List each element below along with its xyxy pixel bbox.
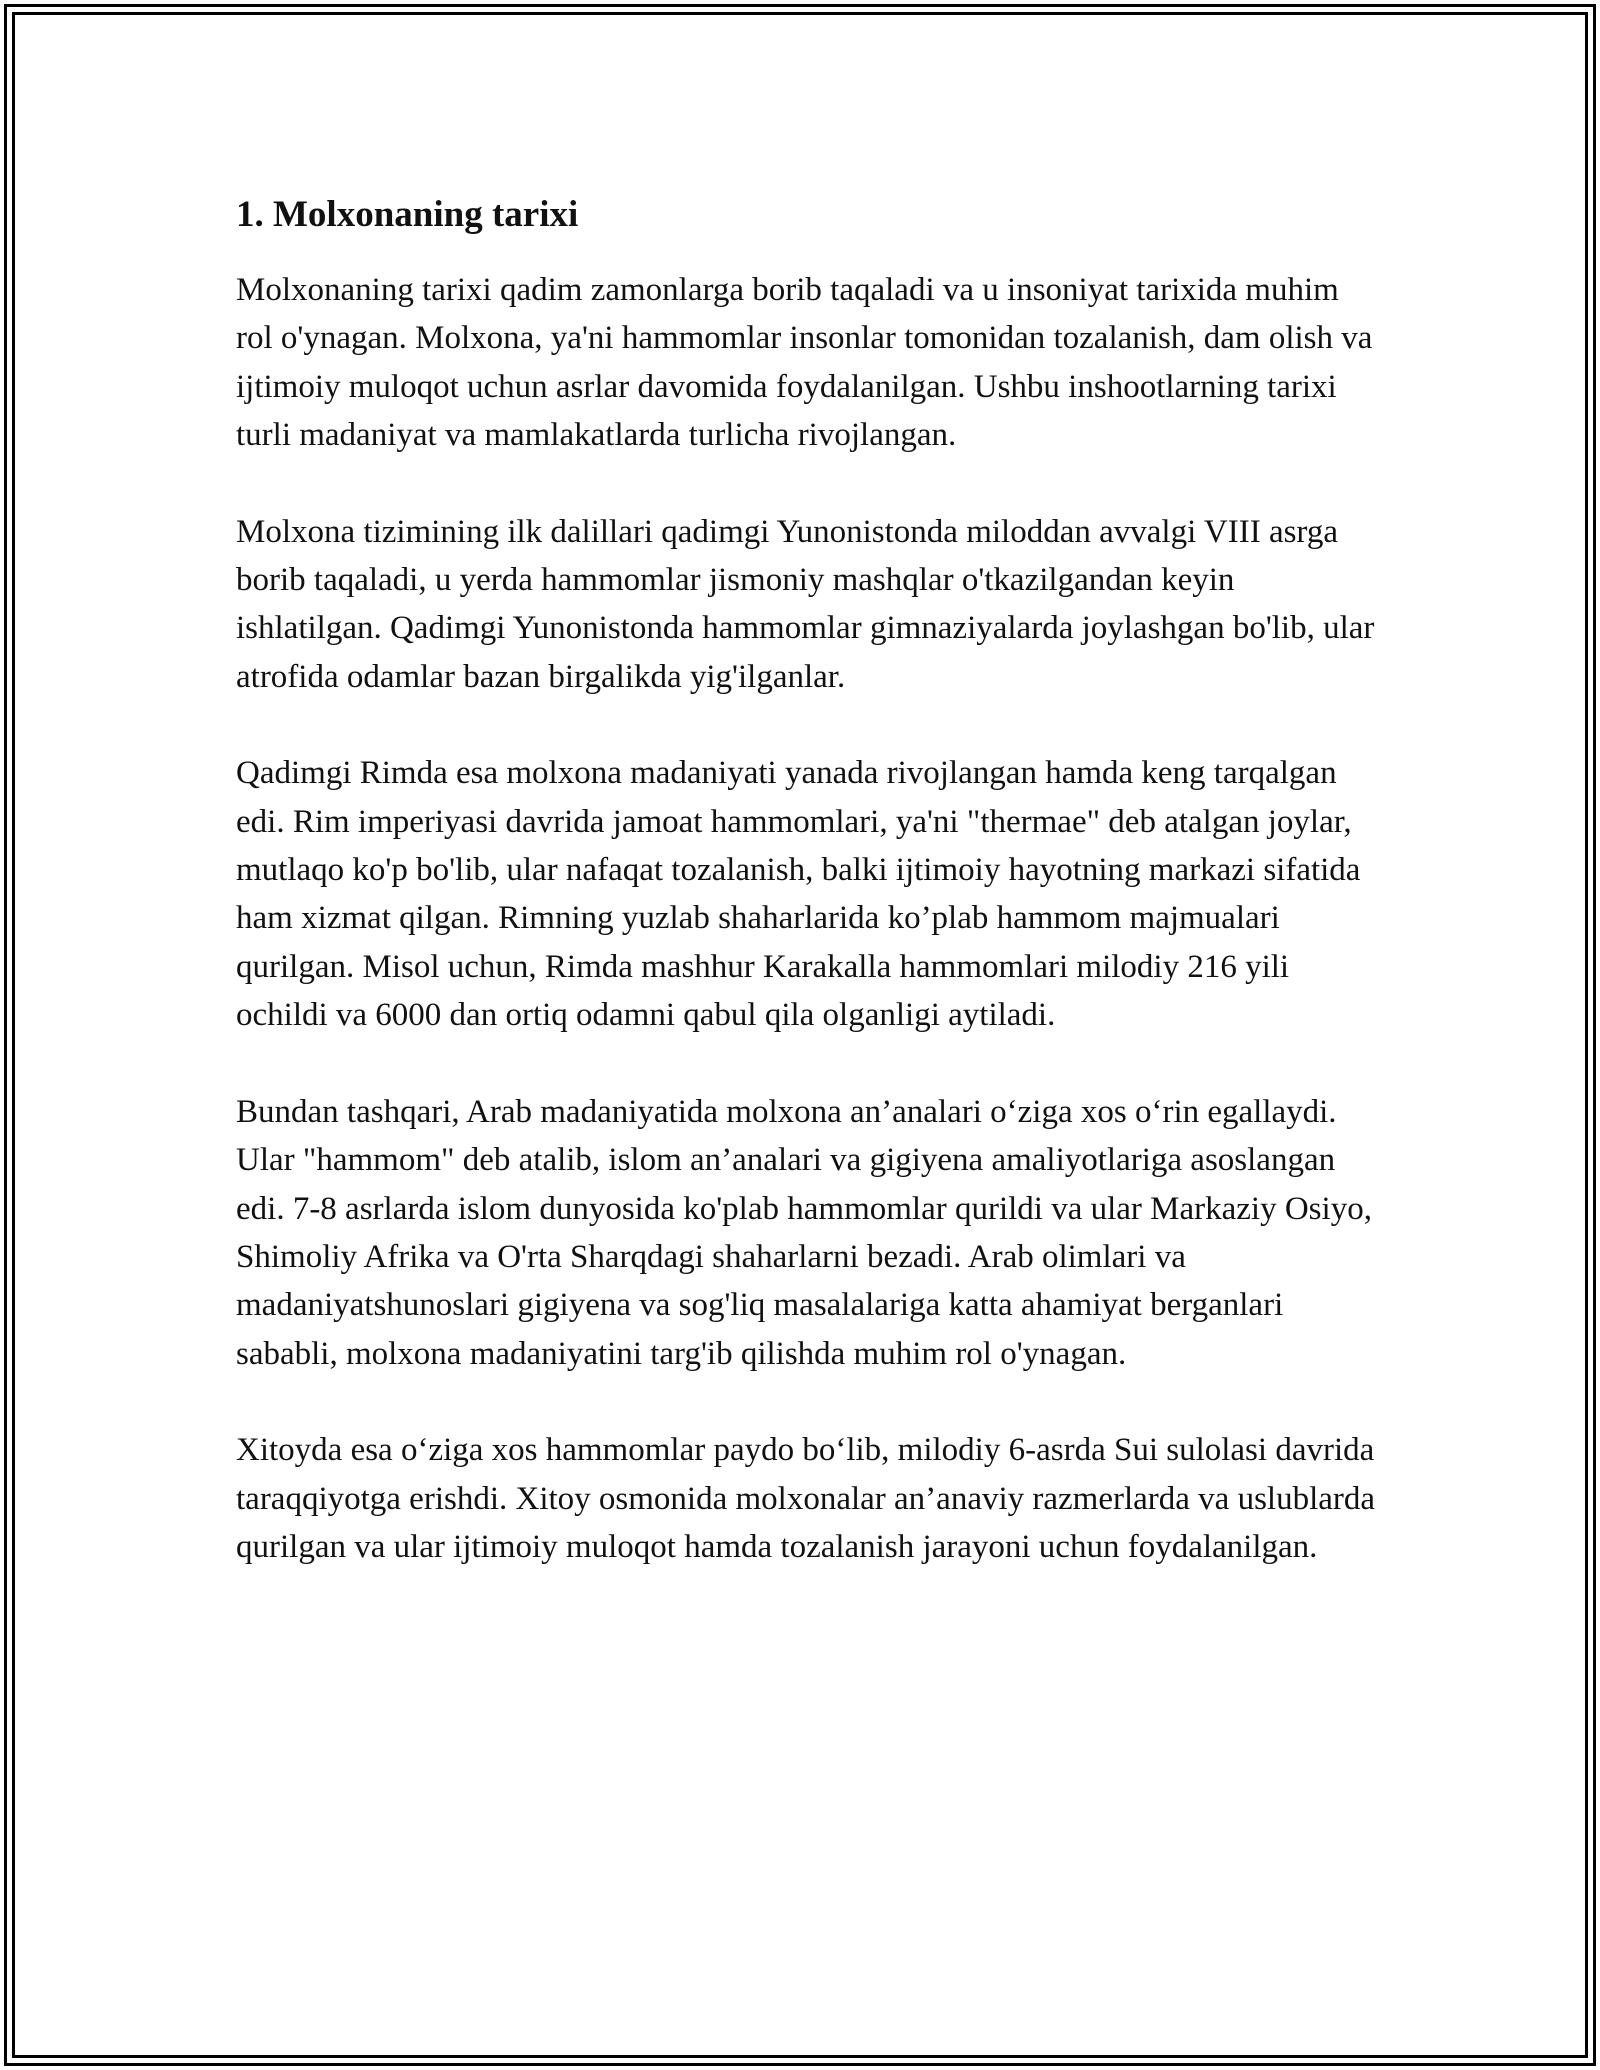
document-body bbox=[236, 188, 1376, 1619]
paragraph-intro: Molxonaning tarixi qadim zamonlarga borib taqaladi va u insoniyat tarixida muhim rol o'ynagan. Molxona, ya'ni hammomlar insonlar tomonidan tozalanish, dam olish va ijtimoiy muloqot uchun asrlar davomida foydalanilgan. Ushbu inshootlarning tarixi turli madaniyat va mamlakatlarda turlicha rivojlangan. bbox=[236, 272, 1373, 454]
section-heading: 1. Molxonaning tarixi bbox=[236, 194, 579, 235]
paragraph-rome: Qadimgi Rimda esa molxona madaniyati yanada rivojlangan hamda keng tarqalgan edi. Rim imperiyasi davrida jamoat hammomlari, ya'ni "thermae" deb atalgan joylar, mutlaqo ko'p bo'lib, ular nafaqat tozalanish, balki ijtimoiy hayotning markazi sifatida ham xizmat qilgan. Rimning yuzlab shaharlarida ko’plab hammom majmualari qurilgan. Misol uchun, Rimda mashhur Karakalla hammomlari milodiy 216 yili ochildi va 6000 dan ortiq odamni qabul qila olganligi aytiladi. bbox=[236, 755, 1361, 1034]
paragraph-greece: Molxona tizimining ilk dalillari qadimgi Yunonistonda miloddan avvalgi VIII asrga borib taqaladi, u yerda hammomlar jismoniy mashqlar o'tkazilgandan keyin ishlatilgan. Qadimgi Yunonistonda hammomlar gimnaziyalarda joylashgan bo'lib, ular atrofida odamlar bazan birgalikda yig'ilganlar. bbox=[236, 513, 1375, 695]
paragraph-arab: Bundan tashqari, Arab madaniyatida molxona an’analari o‘ziga xos o‘rin egallaydi. Ular "hammom" deb atalib, islom an’analari va gigiyena amaliyotlariga asoslangan edi. 7-8 asrlarda islom dunyosida ko'plab hammomlar qurildi va ular Markaziy Osiyo, Shimoliy Afrika va O'rta Sharqdagi shaharlarni bezadi. Arab olimlari va madaniyatshunoslari gigiyena va sog'liq masalalariga katta ahamiyat berganlari sababli, molxona madaniyatini targ'ib qilishda muhim rol o'ynagan. bbox=[236, 1093, 1372, 1372]
paragraph-china: Xitoyda esa o‘ziga xos hammomlar paydo bo‘lib, milodiy 6-asrda Sui sulolasi davrida taraqqiyotga erishdi. Xitoy osmonida molxonalar an’anaviy razmerlarda va uslublarda qurilgan va ular ijtimoiy muloqot hamda tozalanish jarayoni uchun foydalanilgan. bbox=[236, 1432, 1376, 1565]
